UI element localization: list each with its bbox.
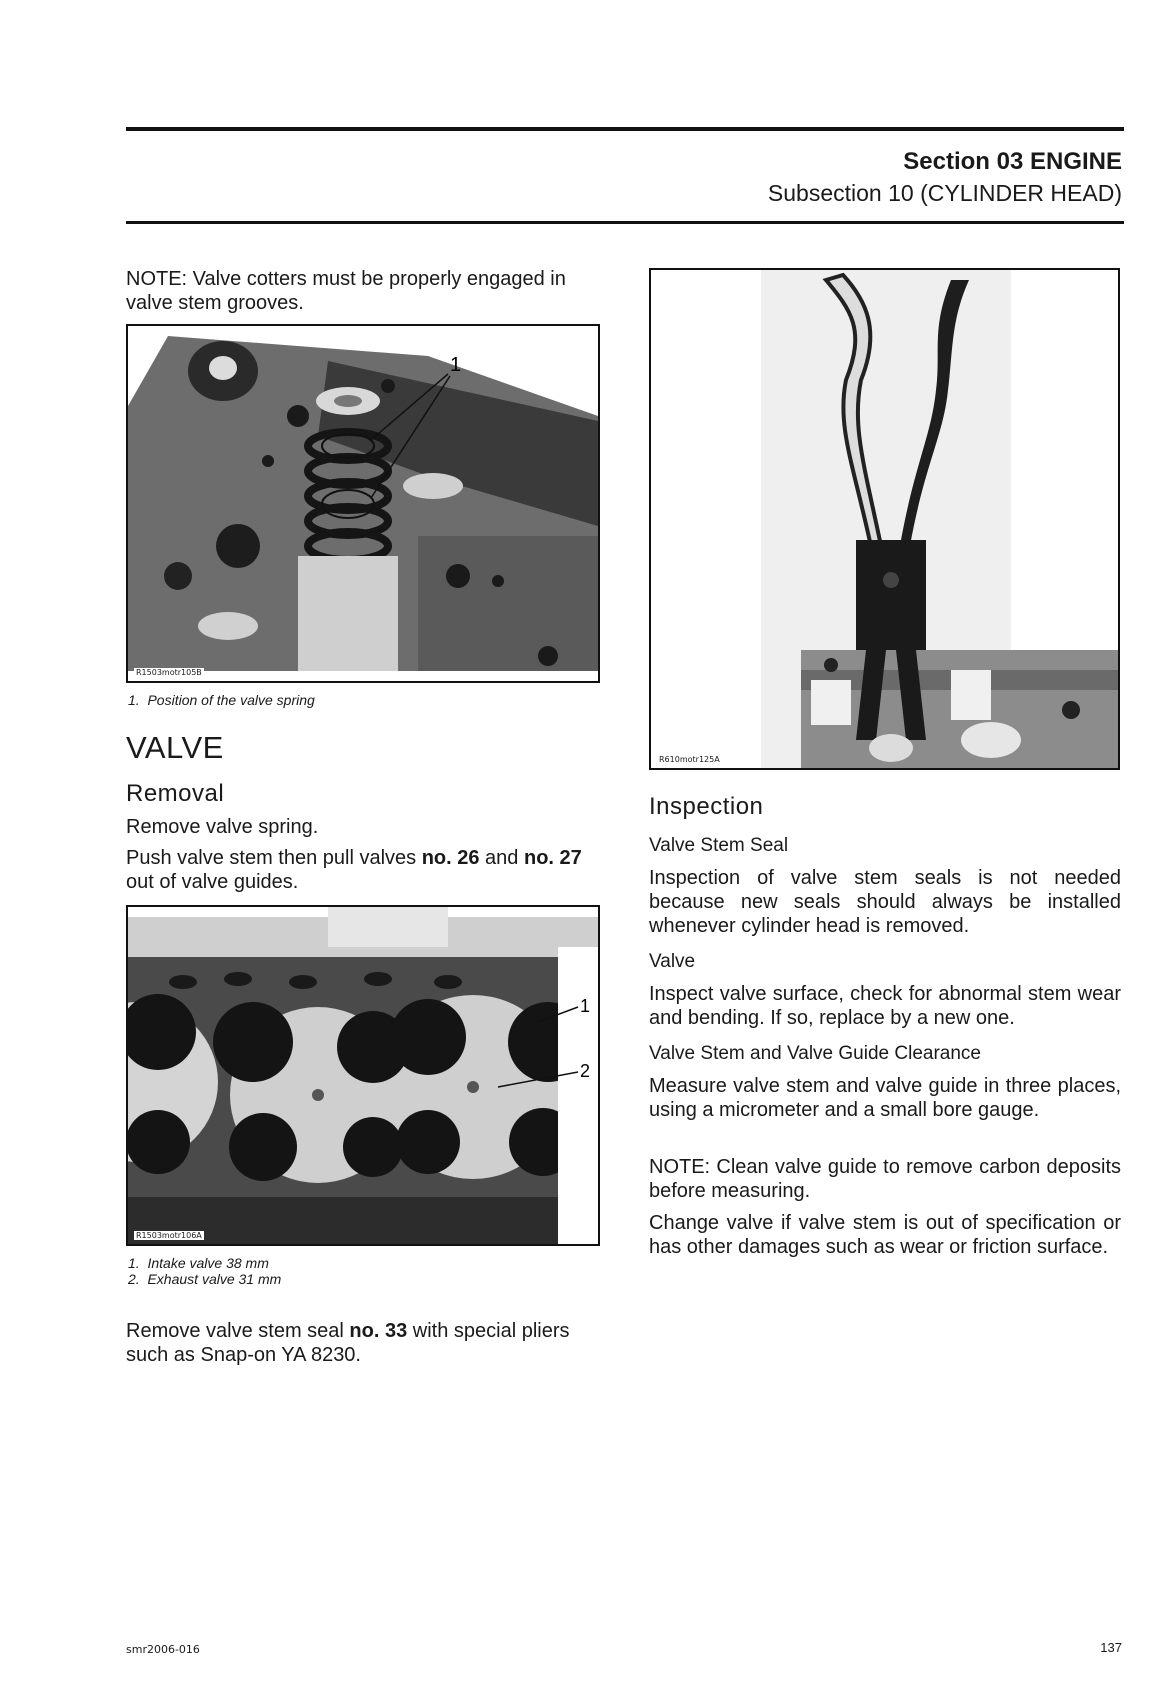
valves-photo [128,907,598,1244]
subsection-title: Subsection 10 (CYLINDER HEAD) [767,180,1122,206]
figure-valve-spring [126,324,600,683]
page-number: 137 [1100,1640,1122,1655]
figure-code: R1503motr106A [136,1231,202,1240]
pliers-photo [651,270,1118,768]
heading-removal: Removal [126,780,225,807]
removal-step-1: Remove valve spring. [126,816,319,838]
heading-clearance: Valve Stem and Valve Guide Clearance [649,1043,981,1064]
valve-stem-seal-text: Inspection of valve stem seals is not needed because new seals should always be installed whenever cylinder head is removed. [649,867,1121,937]
note-label: NOTE: [126,268,188,290]
removal-step-2: Push valve stem then pull valves no. 26 and no. 27 out of valve guides. [126,847,582,893]
header-rule-top [126,127,1124,131]
note-clean-guide: NOTE: Clean valve guide to remove carbon deposits before measuring. [649,1156,1121,1202]
valve-spring-photo [128,326,598,681]
clearance-text: Measure valve stem and valve guide in three places, using a micrometer and a small bore gauge. [649,1075,1121,1121]
section-title: Section 03 ENGINE [903,148,1122,175]
figure-caption: 1. Position of the valve spring [128,692,315,708]
heading-inspection: Inspection [649,793,764,820]
callout-2: 2 [580,1061,591,1081]
note-label: NOTE: [649,1156,711,1178]
heading-valve: Valve [649,951,696,972]
remove-seal-paragraph: Remove valve stem seal no. 33 with special pliers such as Snap-on YA 8230. [126,1320,570,1366]
figure-valves [126,905,600,1246]
heading-valve: VALVE [126,730,224,765]
figure-caption-2: 2. Exhaust valve 31 mm [128,1271,282,1287]
change-valve-text: Change valve if valve stem is out of specification or has other damages such as wear or friction surface. [649,1212,1121,1258]
figure-code: R1503motr105B [136,668,202,677]
figure-code: R610motr125A [659,755,720,764]
callout-1: 1 [450,354,462,376]
document-code: smr2006-016 [126,1643,200,1656]
heading-valve-stem-seal: Valve Stem Seal [649,835,789,856]
note-valve-cotters: NOTE: Valve cotters must be properly engaged in valve stem grooves. [126,268,566,314]
callout-1: 1 [580,996,591,1016]
valve-text: Inspect valve surface, check for abnormal stem wear and bending. If so, replace by a new one. [649,983,1121,1029]
figure-caption-1: 1. Intake valve 38 mm [128,1255,269,1271]
header-rule-bottom [126,221,1124,224]
figure-pliers [649,268,1120,770]
